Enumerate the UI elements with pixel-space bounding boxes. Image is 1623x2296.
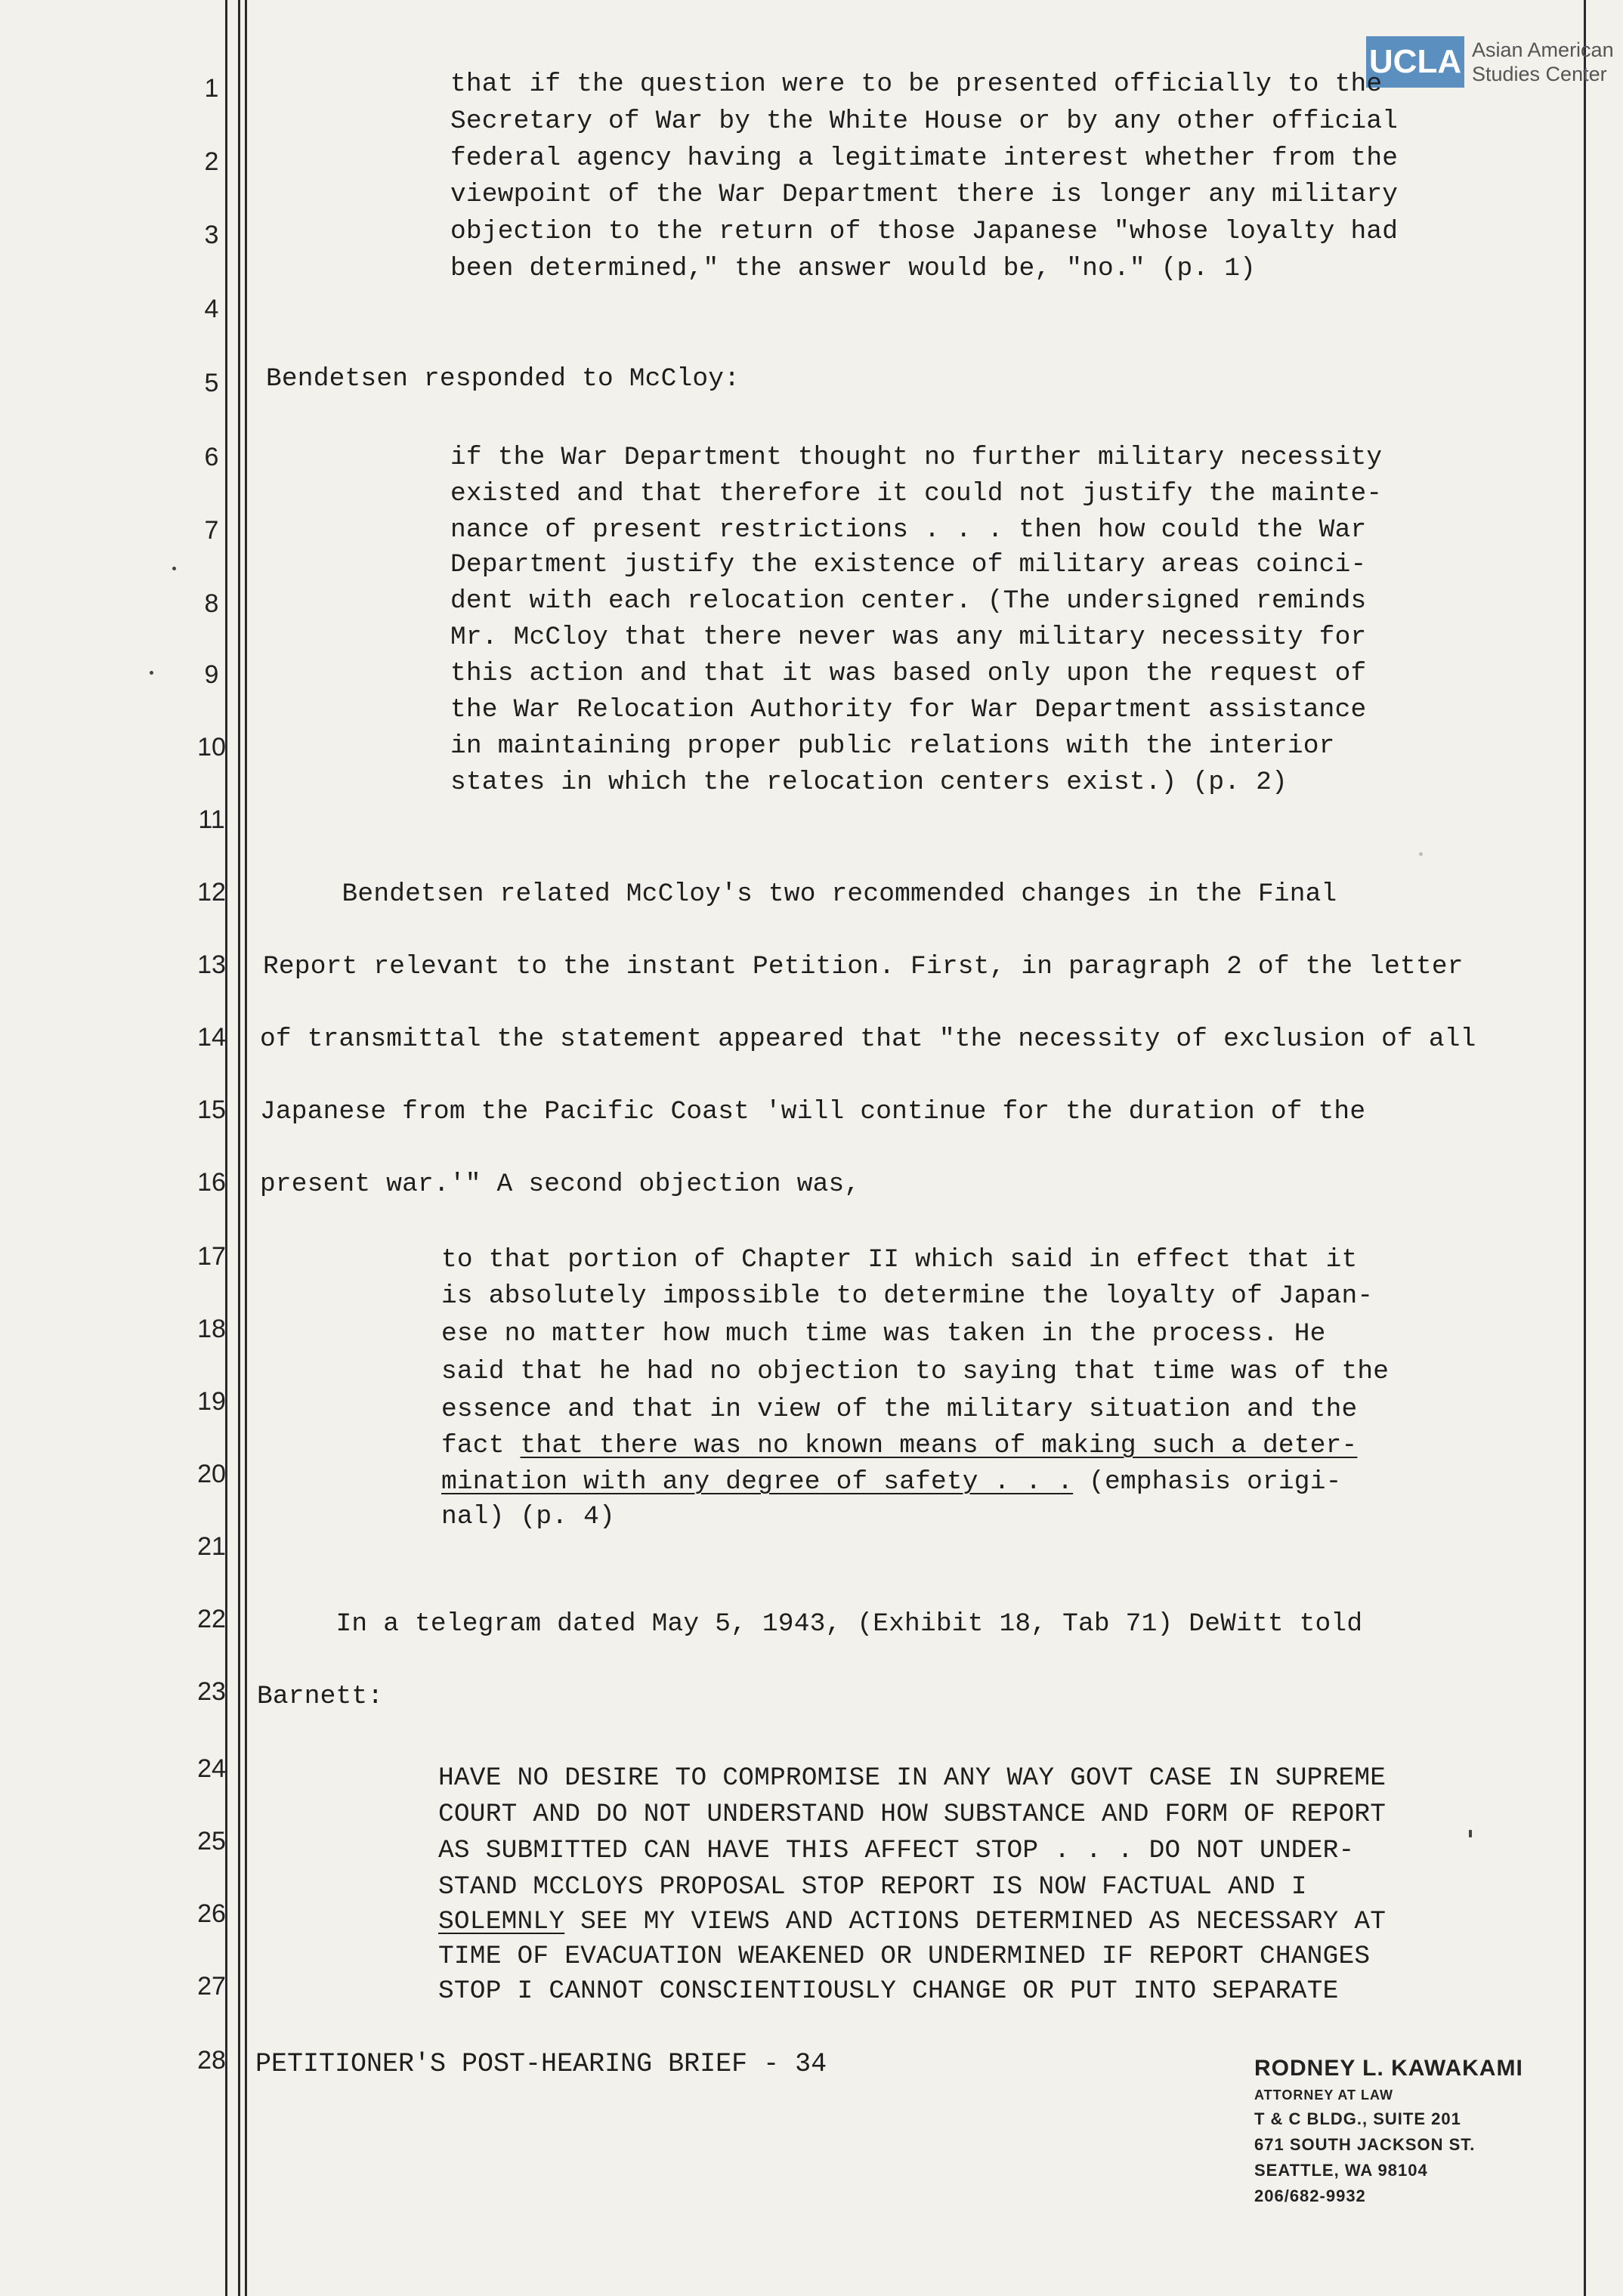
line-number: 20 (197, 1460, 226, 1488)
quote-line: nal) (p. 4) (441, 1502, 615, 1531)
scan-speck (1469, 1830, 1472, 1837)
quote-line: objection to the return of those Japanese "whose loyalty had (450, 217, 1399, 246)
telegram-line: AS SUBMITTED CAN HAVE THIS AFFECT STOP . . . DO NOT UNDER- (438, 1836, 1355, 1865)
scan-speck (172, 567, 176, 570)
body-line: present war.'" A second objection was, (260, 1170, 861, 1199)
scan-speck (150, 671, 153, 675)
telegram-line: TIME OF EVACUATION WEAKENED OR UNDERMINED IF REPORT CHANGES (438, 1942, 1371, 1971)
underlined-emphasis: that there was no known means of making such a deter- (520, 1431, 1358, 1460)
attorney-street: 671 SOUTH JACKSON ST. (1254, 2135, 1476, 2154)
telegram-line (438, 1904, 1386, 1940)
quote-line: viewpoint of the War Department there is longer any military (450, 180, 1399, 209)
telegram-line: STOP I CANNOT CONSCIENTIOUSLY CHANGE OR PUT INTO SEPARATE (438, 1976, 1339, 2006)
underlined-emphasis: SOLEMNLY (438, 1907, 565, 1936)
line-number: 24 (197, 1754, 226, 1783)
quote-line: essence and that in view of the military situation and the (441, 1395, 1358, 1424)
line-number: 13 (197, 950, 226, 979)
line-number: 17 (197, 1242, 226, 1271)
quote-line: Mr. McCloy that there never was any military necessity for (450, 623, 1367, 652)
quote-line: that if the question were to be presented officially to the (450, 70, 1383, 99)
attorney-name: RODNEY L. KAWAKAMI (1254, 2056, 1523, 2081)
logo-label-line1: Asian American (1472, 39, 1614, 61)
line-number: 25 (197, 1827, 226, 1856)
telegram-text: SEE MY VIEWS AND ACTIONS DETERMINED AS NECESSARY AT (564, 1907, 1387, 1936)
quote-line: Department justify the existence of military areas coinci- (450, 550, 1367, 579)
telegram-line: HAVE NO DESIRE TO COMPROMISE IN ANY WAY GOVT CASE IN SUPREME (438, 1763, 1387, 1793)
quote-line: if the War Department thought no further military necessity (450, 443, 1383, 472)
body-line: Bendetsen related McCloy's two recommended changes in the Final (263, 879, 1337, 909)
line-number: 26 (197, 1899, 226, 1928)
attorney-title: ATTORNEY AT LAW (1254, 2087, 1393, 2103)
left-margin-rule-1 (225, 0, 227, 2296)
quote-line: is absolutely impossible to determine the loyalty of Japan- (441, 1281, 1374, 1311)
quote-line: to that portion of Chapter II which said in effect that it (441, 1245, 1358, 1275)
line-number: 19 (197, 1387, 226, 1416)
left-margin-rule-2 (238, 0, 240, 2296)
left-margin-rule-3 (245, 0, 247, 2296)
line-number: 5 (204, 369, 219, 397)
line-number: 18 (197, 1315, 226, 1343)
line-number: 9 (204, 660, 219, 689)
quote-line: nance of present restrictions . . . then how could the War (450, 515, 1367, 545)
line-number: 23 (197, 1677, 226, 1706)
line-number: 3 (204, 221, 219, 249)
logo-label-line2: Studies Center (1472, 63, 1607, 85)
line-number: 7 (204, 516, 219, 545)
quote-line: dent with each relocation center. (The undersigned reminds (450, 586, 1367, 616)
quote-line: federal agency having a legitimate interest whether from the (450, 144, 1399, 173)
line-number: 28 (197, 2046, 226, 2075)
line-number: 14 (197, 1023, 226, 1052)
quote-line: the War Relocation Authority for War Department assistance (450, 695, 1367, 725)
page-footer: PETITIONER'S POST-HEARING BRIEF - 34 (255, 2049, 827, 2079)
line-number: 2 (204, 147, 219, 176)
line-number: 27 (197, 1972, 226, 2001)
quote-line: states in which the relocation centers exist.) (p. 2) (450, 768, 1288, 797)
quote-line: Secretary of War by the White House or by any other official (450, 107, 1399, 136)
telegram-line: COURT AND DO NOT UNDERSTAND HOW SUBSTANCE AND FORM OF REPORT (438, 1800, 1387, 1829)
body-line: Japanese from the Pacific Coast 'will continue for the duration of the (260, 1097, 1366, 1126)
underlined-emphasis: mination with any degree of safety . . . (441, 1467, 1074, 1497)
body-line: In a telegram dated May 5, 1943, (Exhibit 18, Tab 71) DeWitt told (257, 1609, 1363, 1639)
scan-speck (1419, 852, 1423, 856)
quote-line: in maintaining proper public relations with the interior (450, 731, 1335, 761)
ucla-logo-label (1472, 38, 1614, 86)
line-number: 1 (204, 74, 219, 103)
attorney-block (1254, 2053, 1523, 2209)
right-margin-rule (1584, 0, 1586, 2296)
line-number: 21 (197, 1532, 226, 1561)
quote-line: this action and that it was based only upon the request of (450, 659, 1367, 688)
ucla-logo-badge: UCLA (1366, 36, 1464, 88)
line-number: 11 (198, 805, 225, 834)
body-line: Report relevant to the instant Petition. First, in paragraph 2 of the letter (263, 952, 1464, 981)
quote-line: ese no matter how much time was taken in the process. He (441, 1319, 1326, 1349)
line-number: 6 (204, 443, 219, 471)
line-number: 16 (197, 1168, 226, 1197)
quote-line: been determined," the answer would be, "no." (p. 1) (450, 254, 1257, 283)
quote-line (441, 1428, 1357, 1464)
line-number: 22 (197, 1605, 226, 1633)
quote-line: existed and that therefore it could not justify the mainte- (450, 479, 1383, 508)
attorney-city: SEATTLE, WA 98104 (1254, 2161, 1428, 2180)
quote-line: said that he had no objection to saying that time was of the (441, 1357, 1390, 1386)
quote-text: fact (441, 1431, 521, 1460)
line-number: 8 (204, 589, 219, 618)
body-line: Barnett: (257, 1682, 384, 1711)
line-number: 15 (197, 1095, 226, 1124)
line-number: 10 (197, 733, 226, 762)
attorney-building: T & C BLDG., SUITE 201 (1254, 2109, 1461, 2128)
telegram-line: STAND MCCLOYS PROPOSAL STOP REPORT IS NOW FACTUAL AND I (438, 1872, 1307, 1902)
line-number: 4 (204, 295, 219, 323)
quote-text: (emphasis origi- (1073, 1467, 1342, 1497)
body-line: Bendetsen responded to McCloy: (266, 364, 740, 394)
quote-line (441, 1464, 1342, 1500)
attorney-phone: 206/682-9932 (1254, 2186, 1366, 2205)
line-number: 12 (197, 878, 226, 907)
body-line: of transmittal the statement appeared that "the necessity of exclusion of all (260, 1024, 1476, 1054)
